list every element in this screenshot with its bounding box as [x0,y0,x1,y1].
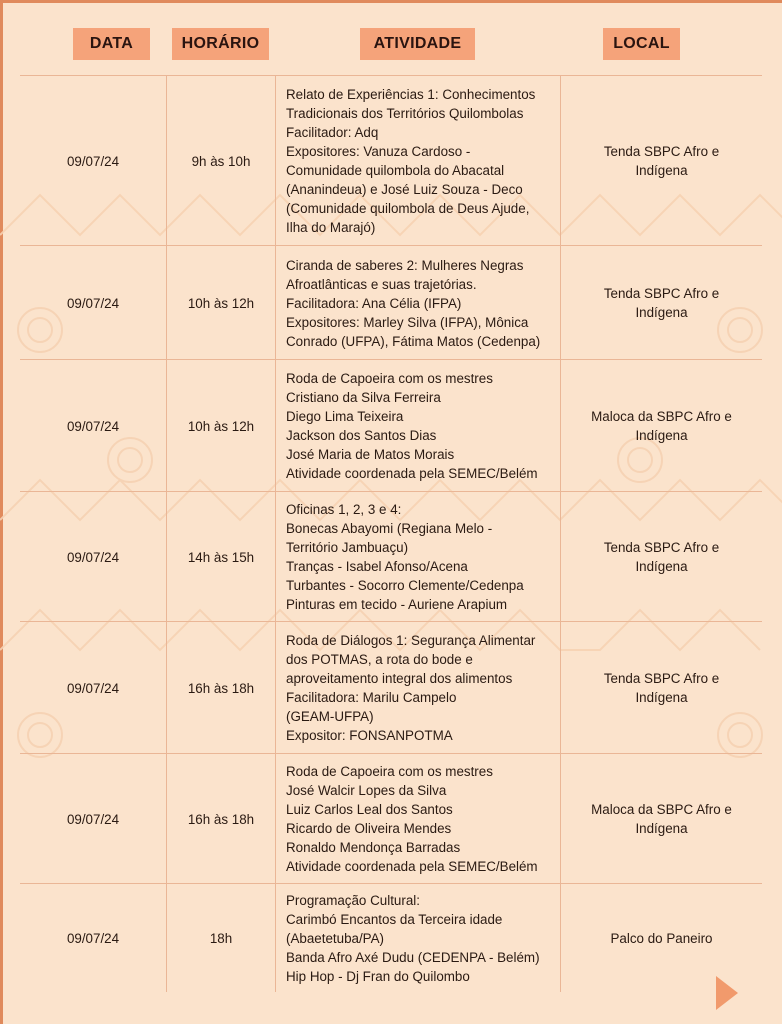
row-activity [276,76,561,246]
row-date: 09/07/24 [20,622,167,754]
activity-line: Turbantes - Socorro Clemente/Cedenpa [286,578,524,593]
row-activity [276,360,561,492]
activity-line: Facilitadora: Marilu Campelo [286,690,457,705]
activity-line: Expositor: FONSANPOTMA [286,728,453,743]
activity-line: Programação Cultural: [286,892,420,908]
location-line: Tenda SBPC Afro e [603,286,720,301]
activity-line: Tranças - Isabel Afonso/Acena [286,559,468,574]
activity-line: Ricardo de Oliveira Mendes [286,821,452,836]
location-line: Indígena [635,559,688,574]
row-date: 09/07/24 [20,76,167,246]
table-row [20,360,762,492]
table-row [20,492,762,622]
activity-line: (GEAM-UFPA) [286,709,374,724]
activity-line: (Comunidade quilombola de Deus Ajude, [286,201,530,216]
activity-line: Comunidade quilombola do Abacatal [286,163,505,178]
table-header [0,28,782,60]
location-line: Indígena [635,821,688,836]
row-date: 09/07/24 [20,492,167,622]
activity-line: (Abaetetuba/PA) [286,930,385,946]
activity-line: Facilitador: Adq [286,125,379,140]
activity-line: Conrado (UFPA), Fátima Matos (Cedenpa) [286,333,541,349]
row-location [561,360,762,492]
location-line: Tenda SBPC Afro e [603,144,720,159]
table-row [20,76,762,246]
row-location [561,492,762,622]
row-time: 14h às 15h [167,492,276,622]
activity-line: Território Jambuaçu) [286,540,409,555]
row-location [561,754,762,884]
row-activity [276,246,561,360]
table-row [20,622,762,754]
row-time: 18h [167,884,276,992]
location-line: Tenda SBPC Afro e [603,540,720,555]
activity-line: Jackson dos Santos Dias [286,428,437,443]
row-time: 16h às 18h [167,754,276,884]
row-time: 16h às 18h [167,622,276,754]
location-line: Indígena [635,163,688,178]
row-time: 10h às 12h [167,360,276,492]
location-line: Tenda SBPC Afro e [603,671,720,686]
row-date: 09/07/24 [20,246,167,360]
activity-line: Roda de Capoeira com os mestres [286,371,493,386]
row-activity [276,884,561,992]
activity-line: Atividade coordenada pela SEMEC/Belém [286,859,538,874]
activity-line: Pinturas em tecido - Auriene Arapium [286,597,508,612]
activity-line: Relato de Experiências 1: Conhecimentos [286,87,536,102]
activity-line: Roda de Diálogos 1: Segurança Alimentar [286,633,536,648]
next-arrow-icon[interactable] [716,976,738,1010]
activity-line: Expositores: Marley Silva (IFPA), Mônica [286,314,529,330]
activity-line: Hip Hop - Dj Fran do Quilombo [286,968,470,984]
activity-line: Luiz Carlos Leal dos Santos [286,802,453,817]
activity-line: Ronaldo Mendonça Barradas [286,840,461,855]
activity-line: José Maria de Matos Morais [286,447,455,462]
location-line: Indígena [635,690,688,705]
activity-line: Ilha do Marajó) [286,220,376,235]
row-time: 10h às 12h [167,246,276,360]
activity-line: Afroatlânticas e suas trajetórias. [286,276,477,292]
activity-line: Atividade coordenada pela SEMEC/Belém [286,466,538,481]
row-time: 9h às 10h [167,76,276,246]
activity-line: Expositores: Vanuza Cardoso - [286,144,471,159]
header-location: LOCAL [603,28,680,60]
activity-line: (Ananindeua) e José Luiz Souza - Deco [286,182,523,197]
activity-line: Cristiano da Silva Ferreira [286,390,441,405]
location-line: Palco do Paneiro [610,930,713,946]
activity-line: Tradicionais dos Territórios Quilombolas [286,106,524,121]
activity-line: Bonecas Abayomi (Regiana Melo - [286,521,493,536]
header-activity: ATIVIDADE [360,28,475,60]
location-line: Maloca da SBPC Afro e [591,409,732,424]
activity-line: Facilitadora: Ana Célia (IFPA) [286,295,462,311]
activity-line: José Walcir Lopes da Silva [286,783,447,798]
activity-line: Ciranda de saberes 2: Mulheres Negras [286,257,524,273]
activity-line: Roda de Capoeira com os mestres [286,764,493,779]
row-date: 09/07/24 [20,884,167,992]
row-date: 09/07/24 [20,754,167,884]
header-date: DATA [73,28,150,60]
location-line: Indígena [635,305,688,320]
table-row [20,246,762,360]
activity-line: Carimbó Encantos da Terceira idade [286,911,503,927]
location-line: Maloca da SBPC Afro e [591,802,732,817]
table-row [20,884,762,992]
activity-line: dos POTMAS, a rota do bode e [286,652,473,667]
activity-line: aproveitamento integral dos alimentos [286,671,513,686]
row-activity [276,622,561,754]
activity-line: Diego Lima Teixeira [286,409,404,424]
row-activity [276,492,561,622]
activity-line: Oficinas 1, 2, 3 e 4: [286,502,402,517]
location-line: Indígena [635,428,688,443]
row-date: 09/07/24 [20,360,167,492]
row-location [561,76,762,246]
row-location [561,622,762,754]
row-location [561,246,762,360]
table-row [20,754,762,884]
activity-line: Banda Afro Axé Dudu (CEDENPA - Belém) [286,949,540,965]
header-time: HORÁRIO [172,28,269,60]
row-activity [276,754,561,884]
